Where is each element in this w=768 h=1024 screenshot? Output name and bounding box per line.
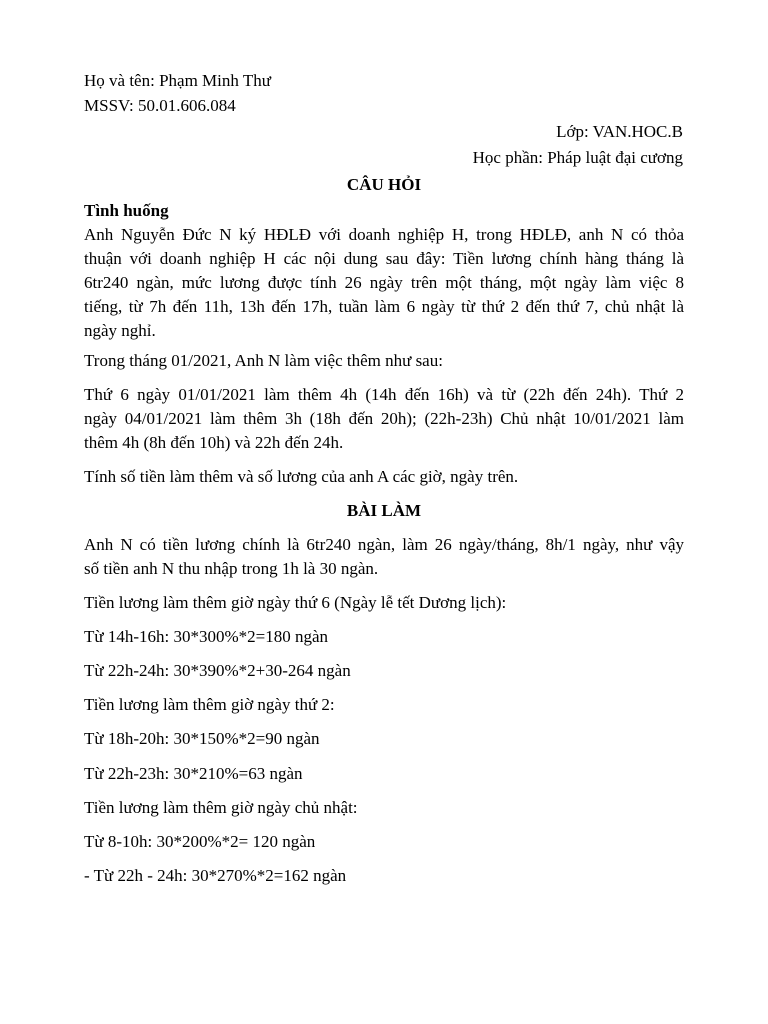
question-title: CÂU HỎI — [346, 175, 422, 194]
monday-heading: Tiền lương làm thêm giờ ngày thứ 2: — [84, 695, 335, 714]
friday-calc-2: Từ 22h-24h: 30*390%*2+30-264 ngàn — [84, 661, 351, 680]
class-info: Lớp: VAN.HOC.B — [556, 122, 683, 141]
student-name: Họ và tên: Phạm Minh Thư — [84, 71, 271, 90]
course-info: Học phần: Pháp luật đại cương — [472, 148, 683, 167]
sunday-calc-1: Từ 8-10h: 30*200%*2= 120 ngàn — [84, 832, 316, 851]
student-id: MSSV: 50.01.606.084 — [84, 96, 236, 115]
friday-calc-1: Từ 14h-16h: 30*300%*2=180 ngàn — [84, 627, 329, 646]
friday-heading: Tiền lương làm thêm giờ ngày thứ 6 (Ngày lễ tết Dương lịch): — [84, 593, 507, 612]
monday-calc-1: Từ 18h-20h: 30*150%*2=90 ngàn — [84, 729, 320, 748]
answer-title: BÀI LÀM — [346, 501, 422, 520]
situation-line: Anh Nguyễn Đức N ký HĐLĐ với doanh nghiệp H, trong HĐLĐ, anh N có thỏa — [84, 225, 684, 244]
situation-line: thuận với doanh nghiệp H các nội dung sau đây: Tiền lương chính hàng tháng là — [84, 249, 684, 268]
monday-calc-2: Từ 22h-23h: 30*210%=63 ngàn — [84, 764, 303, 783]
sunday-calc-2: - Từ 22h - 24h: 30*270%*2=162 ngàn — [84, 866, 347, 885]
overtime-line: Thứ 6 ngày 01/01/2021 làm thêm 4h (14h đến 16h) và từ (22h đến 24h). Thứ 2 — [84, 385, 684, 404]
situation-line: ngày nghỉ. — [84, 321, 156, 340]
question-task: Tính số tiền làm thêm và số lương của anh A các giờ, ngày trên. — [84, 467, 519, 486]
situation-heading: Tình huống — [84, 201, 169, 220]
overtime-line: ngày 04/01/2021 làm thêm 3h (18h đến 20h); (22h-23h) Chủ nhật 10/01/2021 làm — [84, 409, 684, 428]
overtime-line: thêm 4h (8h đến 10h) và 22h đến 24h. — [84, 433, 344, 452]
situation-line: 6tr240 ngàn, mức lương được tính 26 ngày trên một tháng, một ngày làm việc 8 — [84, 273, 684, 292]
answer-intro-line: số tiền anh N thu nhập trong 1h là 30 ngàn. — [84, 559, 379, 578]
overtime-intro: Trong tháng 01/2021, Anh N làm việc thêm như sau: — [84, 351, 443, 370]
answer-intro-line: Anh N có tiền lương chính là 6tr240 ngàn, làm 26 ngày/tháng, 8h/1 ngày, như vậy — [84, 535, 684, 554]
sunday-heading: Tiền lương làm thêm giờ ngày chủ nhật: — [84, 798, 358, 817]
situation-line: tiếng, từ 7h đến 11h, 13h đến 17h, tuần làm 6 ngày từ thứ 2 đến thứ 7, chủ nhật là — [84, 297, 684, 316]
